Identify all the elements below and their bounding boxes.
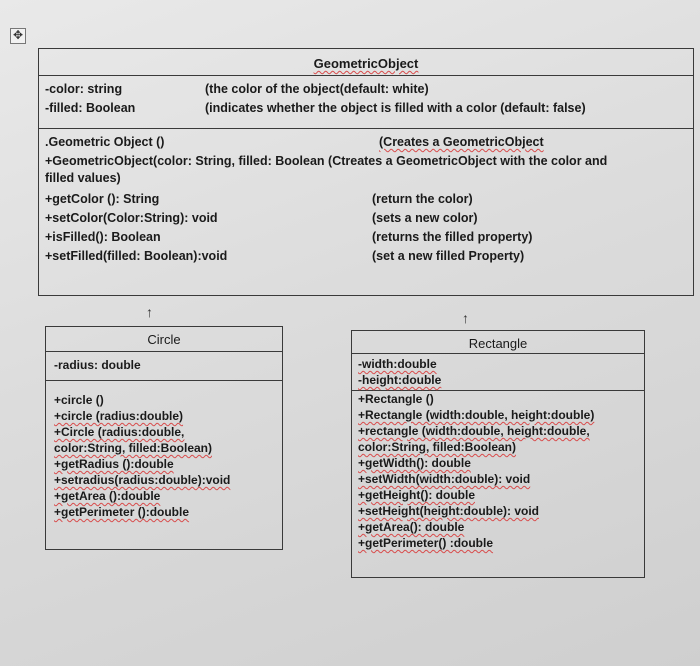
geometricobject-methods-section — [39, 129, 693, 294]
geometricobject-attributes-section — [39, 76, 693, 129]
circle-method: +Circle (radius:double, — [54, 425, 185, 439]
geometricobject-class — [38, 48, 694, 296]
rectangle-method: color:String, filled:Boolean) — [358, 440, 516, 454]
method-constructor-args-cont: filled values) — [45, 171, 121, 185]
method-setcolor-desc: (sets a new color) — [372, 211, 478, 225]
rectangle-methods-section — [352, 391, 644, 575]
circle-attribute-radius: -radius: double — [54, 358, 141, 372]
circle-method: +getPerimeter ():double — [54, 505, 190, 519]
rectangle-method: +getArea(): double — [358, 520, 465, 534]
rectangle-inherit-arrow: ↑ — [462, 310, 469, 326]
circle-title: Circle — [147, 332, 181, 347]
method-constructor: .Geometric Object () — [45, 135, 165, 149]
class-title: GeometricObject — [313, 56, 419, 71]
method-constructor-desc: (Creates a GeometricObject — [379, 135, 544, 149]
rectangle-attributes-section — [352, 354, 644, 391]
rectangle-title: Rectangle — [468, 336, 528, 351]
geometricobject-name-section — [39, 49, 693, 76]
rectangle-name-section — [352, 331, 644, 354]
rectangle-attribute-width: -width:double — [358, 357, 437, 371]
method-setfilled: +setFilled(filled: Boolean):void — [45, 249, 228, 263]
attribute-color: -color: string — [45, 82, 123, 96]
rectangle-method: +setWidth(width:double): void — [358, 472, 531, 486]
circle-attributes-section — [46, 352, 282, 381]
rectangle-method: +getWidth(): double — [358, 456, 471, 470]
method-isfilled: +isFilled(): Boolean — [45, 230, 161, 244]
rectangle-method: +getPerimeter() :double — [358, 536, 494, 550]
attribute-filled-desc: (indicates whether the object is filled with a color (default: false) — [205, 101, 586, 115]
circle-method: +getRadius ():double — [54, 457, 174, 471]
method-isfilled-desc: (returns the filled property) — [372, 230, 533, 244]
circle-method: +circle () — [54, 393, 104, 407]
method-setfilled-desc: (set a new filled Property) — [372, 249, 525, 263]
attribute-color-desc: (the color of the object(default: white) — [205, 82, 429, 96]
circle-class — [45, 326, 283, 550]
circle-name-section — [46, 327, 282, 352]
rectangle-attribute-height: -height:double — [358, 373, 442, 387]
rectangle-method: +setHeight(height:double): void — [358, 504, 539, 518]
method-getcolor: +getColor (): String — [45, 192, 160, 206]
circle-method: +circle (radius:double) — [54, 409, 184, 423]
rectangle-method: +getHeight(): double — [358, 488, 475, 502]
method-getcolor-desc: (return the color) — [372, 192, 473, 206]
method-setcolor: +setColor(Color:String): void — [45, 211, 218, 225]
rectangle-class — [351, 330, 645, 578]
circle-methods-section — [46, 381, 282, 547]
circle-method: +setradius(radius:double):void — [54, 473, 231, 487]
circle-method: +getArea ():double — [54, 489, 161, 503]
attribute-filled: -filled: Boolean — [45, 101, 136, 115]
circle-inherit-arrow: ↑ — [146, 304, 153, 320]
rectangle-method: +rectangle (width:double, height:double, — [358, 424, 590, 438]
rectangle-method: +Rectangle (width:double, height:double) — [358, 408, 595, 422]
rectangle-method: +Rectangle () — [358, 392, 434, 406]
move-icon[interactable]: ✥ — [10, 28, 26, 44]
method-constructor-args: +GeometricObject(color: String, filled: Boolean (Ctreates a GeometricObject with the color and — [45, 154, 608, 168]
circle-method: color:String, filled:Boolean) — [54, 441, 212, 455]
